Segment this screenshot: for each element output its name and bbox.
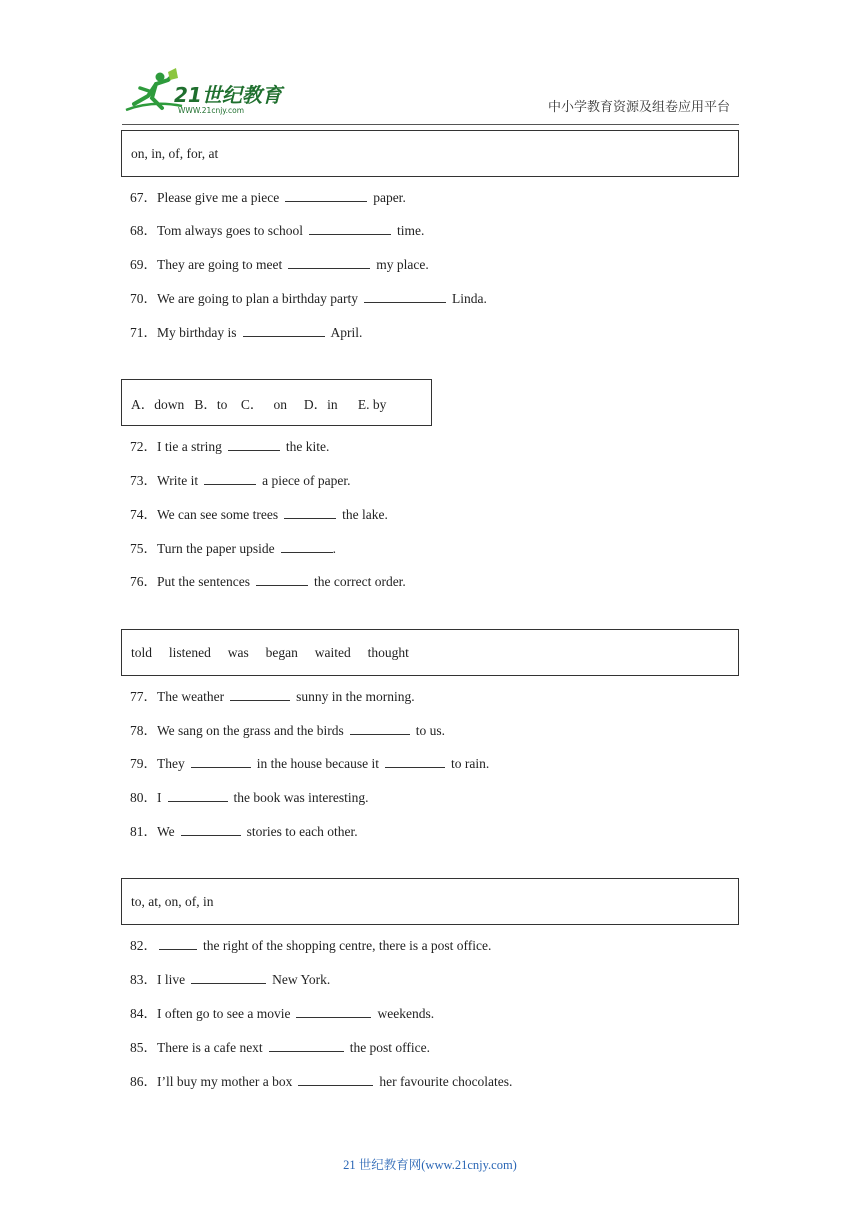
question-72: 72．I tie a string the kite. (130, 439, 330, 454)
answer-blank[interactable] (159, 937, 197, 950)
header-rule (122, 124, 739, 125)
question-80: 80．I the book was interesting. (130, 790, 369, 805)
site-slogan: 中小学教育资源及组卷应用平台 (547, 100, 730, 115)
answer-blank[interactable] (181, 823, 241, 836)
question-73: 73．Write it a piece of paper. (130, 473, 351, 488)
answer-blank[interactable] (243, 324, 325, 337)
question-70: 70．We are going to plan a birthday party Linda. (130, 291, 487, 306)
question-82: 82． the right of the shopping centre, there is a post office. (130, 938, 492, 953)
question-76: 76．Put the sentences the correct order. (130, 574, 406, 589)
question-67: 67．Please give me a piece paper. (130, 190, 406, 205)
question-78: 78．We sang on the grass and the birds to us. (130, 723, 446, 738)
logo-text: 21世纪教育 (174, 83, 282, 107)
question-77: 77．The weather sunny in the morning. (130, 689, 415, 704)
answer-blank[interactable] (296, 1005, 371, 1018)
question-74: 74．We can see some trees the lake. (130, 507, 388, 522)
word-bank-text: on, in, of, for, at (131, 145, 219, 161)
question-85: 85．There is a cafe next the post office. (130, 1040, 431, 1055)
question-81: 81．We stories to each other. (130, 824, 358, 839)
question-71: 71．My birthday is April. (130, 325, 363, 340)
question-69: 69．They are going to meet my place. (130, 257, 429, 272)
answer-blank[interactable] (288, 256, 370, 269)
logo-url-text: WWW.21cnjy.com (178, 106, 245, 115)
answer-blank[interactable] (256, 573, 308, 586)
answer-blank[interactable] (191, 971, 266, 984)
question-75: 75．Turn the paper upside . (130, 541, 336, 556)
word-bank-box (121, 130, 739, 177)
answer-blank[interactable] (228, 438, 280, 451)
answer-blank[interactable] (281, 540, 333, 553)
answer-blank[interactable] (269, 1039, 344, 1052)
question-83: 83．I live New York. (130, 972, 331, 987)
answer-blank[interactable] (364, 290, 446, 303)
answer-blank[interactable] (168, 789, 228, 802)
word-bank-text: to, at, on, of, in (131, 893, 214, 909)
word-bank-box (121, 629, 739, 676)
answer-blank[interactable] (284, 506, 336, 519)
word-bank-text: A．down B．to C． on D．in E. by (131, 396, 387, 412)
answer-blank[interactable] (350, 722, 410, 735)
answer-blank[interactable] (309, 222, 391, 235)
answer-blank[interactable] (298, 1073, 373, 1086)
question-79: 79．They in the house because it to rain. (130, 756, 490, 771)
word-bank-box (121, 878, 739, 925)
question-68: 68．Tom always goes to school time. (130, 223, 425, 238)
question-86: 86．I’ll buy my mother a box her favourite chocolates. (130, 1074, 513, 1089)
answer-blank[interactable] (285, 189, 367, 202)
question-84: 84．I often go to see a movie weekends. (130, 1006, 435, 1021)
word-bank-box (121, 379, 432, 426)
logo (122, 66, 292, 116)
answer-blank[interactable] (204, 472, 256, 485)
answer-blank[interactable] (385, 755, 445, 768)
answer-blank[interactable] (191, 755, 251, 768)
answer-blank[interactable] (230, 688, 290, 701)
page-header (0, 0, 860, 125)
word-bank-text: told listened was began waited thought (131, 644, 409, 660)
page-footer: 21 世纪教育网(www.21cnjy.com) (343, 1158, 517, 1172)
